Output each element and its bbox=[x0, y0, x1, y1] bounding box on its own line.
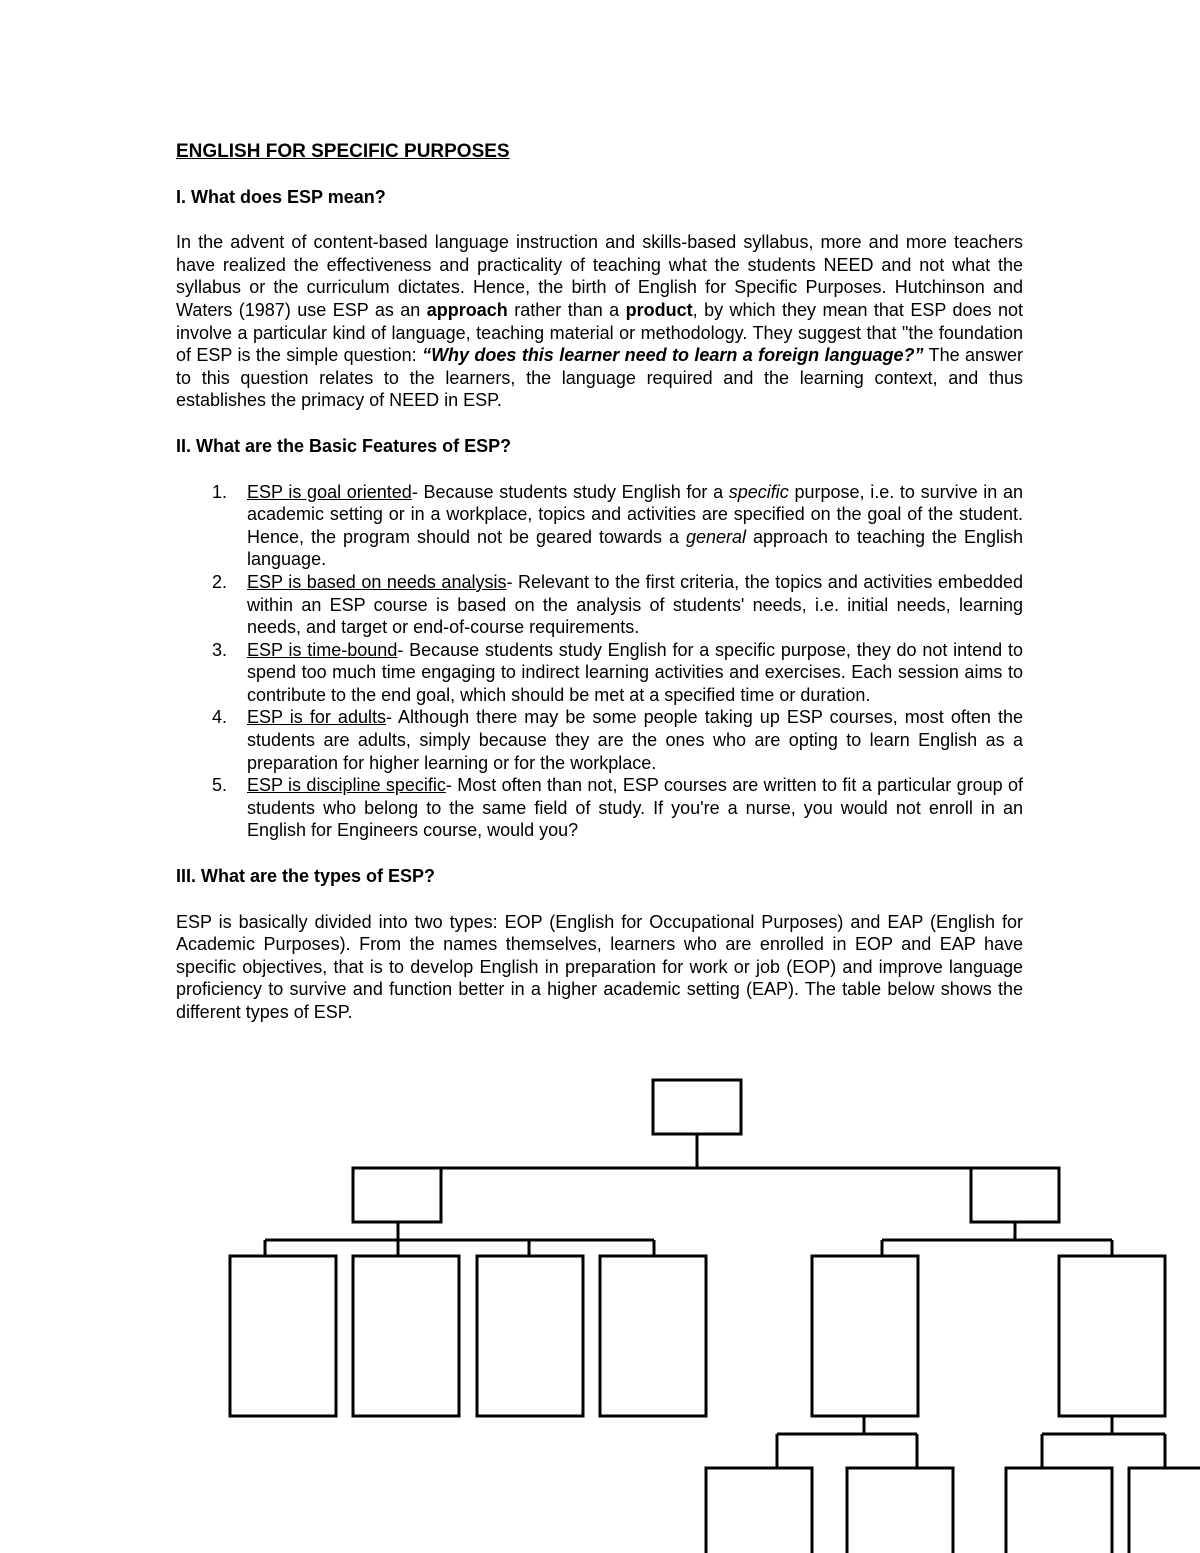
section-3-heading: III. What are the types of ESP? bbox=[176, 866, 436, 887]
section-1-paragraph: In the advent of content-based language instruction and skills-based syllabus, more and more teachers have realized the effectiveness and practicality of teaching what the students NEED and not what the syllabus or the curriculum dictates. Hence, the birth of English for Specific Purposes. Hutchinson and Waters (1987) use ESP as an approach rather than a product, by which they mean that ESP does not involve a particular kind of language, teaching material or methodology. They suggest that "the foundation of ESP is the simple question: “Why does this learner need to learn a foreign language?” The answer to this question relates to the learners, the language required and the learning context, and thus establishes the primacy of NEED in ESP. bbox=[176, 232, 1023, 411]
section-3-paragraph: ESP is basically divided into two types: EOP (English for Occupational Purposes) and EAP (English for Academic Purposes). From the names themselves, learners who are enrolled in EOP and EAP have specific objectives, that is to develop English in preparation for work or job (EOP) and improve language proficiency to survive and function better in a higher academic setting (EAP). The table below shows the different types of ESP. bbox=[176, 911, 1023, 1022]
list-item: 1. ESP is goal oriented- Because students study English for a specific purpose, i.e. to survive in an academic setting or in a workplace, topics and activities are specified on the goal of the student. Hence, the program should not be geared towards a general approach to teaching the English language. bbox=[212, 481, 1024, 570]
list-item: 2. ESP is based on needs analysis- Relevant to the first criteria, the topics and activities embedded within an ESP course is based on the analysis of students' needs, i.e. initial needs, learning needs, and target or end-of-course requirements. bbox=[212, 571, 1023, 638]
tree-left-branch-box bbox=[353, 1168, 441, 1222]
tree-left-leaf-box-2 bbox=[353, 1256, 459, 1416]
list-item: 5. ESP is discipline specific- Most often than not, ESP courses are written to fit a particular group of students who belong to the same field of study. If you're a nurse, you would not enroll in an English for Engineers course, would you? bbox=[212, 775, 1023, 841]
tree-bottom-box-2 bbox=[847, 1468, 953, 1553]
tree-right-mid-box-1 bbox=[812, 1256, 918, 1416]
list-item: 4. ESP is for adults- Although there may be some people taking up ESP courses, most often the students are adults, simply because they are the ones who are opting to learn English as a preparation for higher learning or for the workplace. bbox=[212, 707, 1024, 773]
section-2-heading: II. What are the Basic Features of ESP? bbox=[176, 435, 512, 456]
tree-left-leaf-box-4 bbox=[600, 1256, 706, 1416]
tree-bottom-box-4 bbox=[1129, 1468, 1200, 1553]
tree-bottom-box-3 bbox=[1006, 1468, 1112, 1553]
tree-left-leaf-box-1 bbox=[230, 1256, 336, 1416]
tree-bottom-box-1 bbox=[706, 1468, 812, 1553]
tree-right-branch-box bbox=[971, 1168, 1059, 1222]
tree-root-box bbox=[653, 1080, 741, 1134]
tree-right-mid-box-2 bbox=[1059, 1256, 1165, 1416]
document-title: ENGLISH FOR SPECIFIC PURPOSES bbox=[176, 141, 510, 162]
list-item: 3. ESP is time-bound- Because students study English for a specific purpose, they do not intend to spend too much time engaging to indirect learning activities and exercises. Each session aims to contribute to the end goal, which should be met at a specified time or duration. bbox=[212, 639, 1024, 705]
section-1-heading: I. What does ESP mean? bbox=[176, 186, 386, 207]
tree-left-leaf-box-3 bbox=[477, 1256, 583, 1416]
